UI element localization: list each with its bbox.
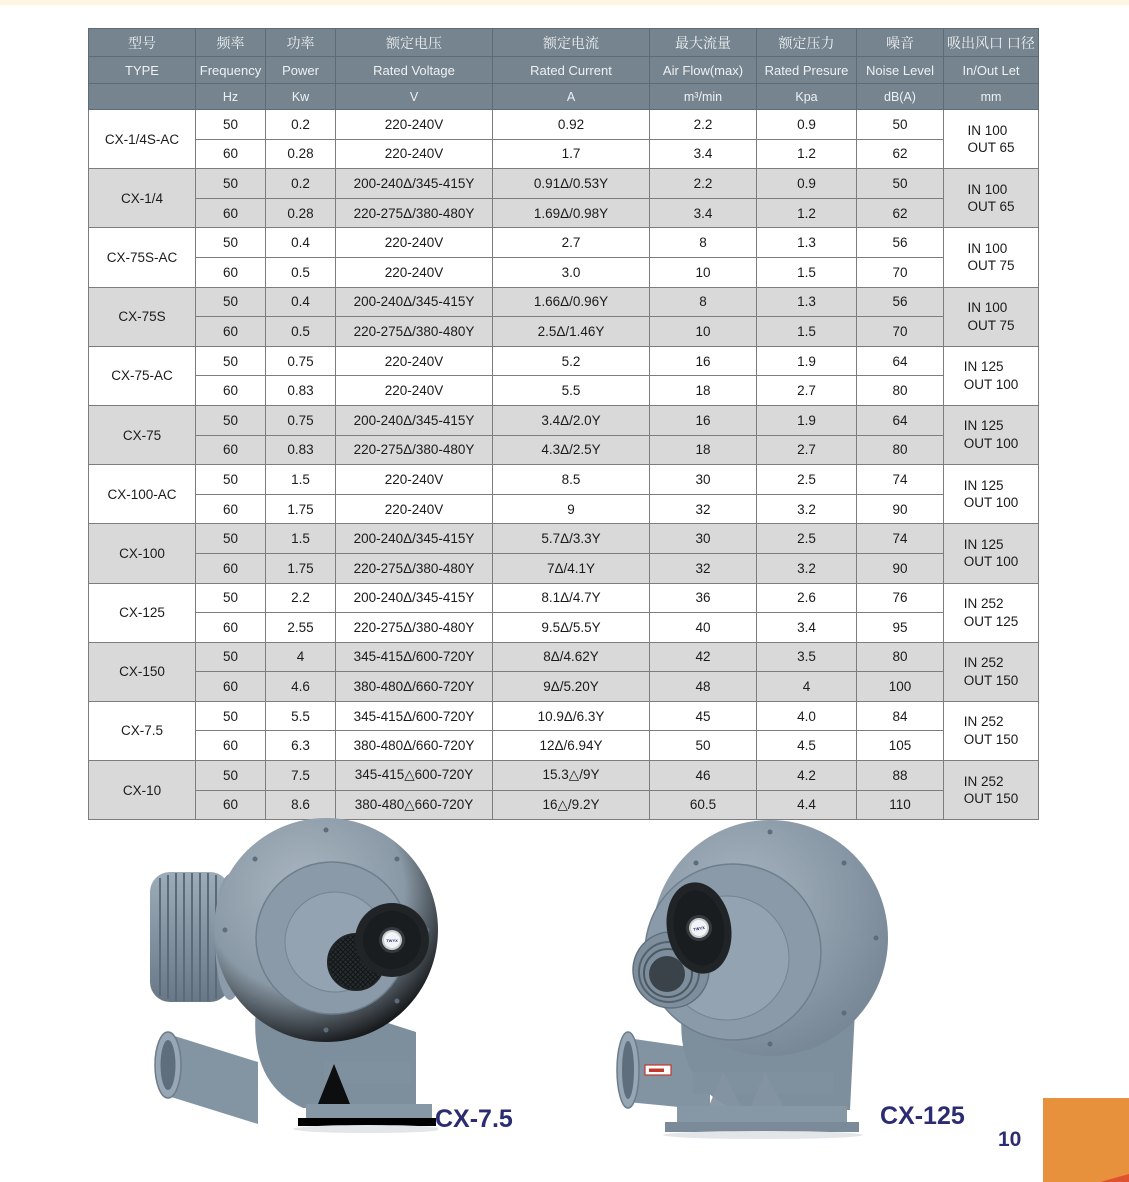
spec-cell: 10	[650, 317, 757, 347]
header-cell: Frequency	[196, 57, 266, 84]
spec-cell: 0.75	[266, 346, 336, 376]
product-label-cx-125: CX-125	[880, 1102, 965, 1130]
table-row	[89, 346, 1039, 376]
product-label-cx-7-5: CX-7.5	[435, 1105, 513, 1133]
model-cell: CX-100-AC	[89, 465, 196, 524]
spec-cell: 3.4	[757, 613, 857, 643]
spec-cell: 2.5	[757, 524, 857, 554]
spec-cell: 1.75	[266, 553, 336, 583]
spec-cell: 1.9	[757, 346, 857, 376]
spec-cell: 7.5	[266, 761, 336, 791]
spec-cell: 220-275Δ/380-480Y	[336, 317, 493, 347]
spec-cell: 4.6	[266, 672, 336, 702]
spec-cell: 380-480△660-720Y	[336, 790, 493, 820]
spec-cell: 1.7	[493, 139, 650, 169]
spec-cell: 50	[196, 346, 266, 376]
header-cell: Rated Voltage	[336, 57, 493, 84]
header-cell: Rated Presure	[757, 57, 857, 84]
spec-cell: 220-240V	[336, 139, 493, 169]
spec-cell: 380-480Δ/660-720Y	[336, 731, 493, 761]
page-curl-accent	[1100, 1174, 1129, 1182]
spec-cell: 345-415Δ/600-720Y	[336, 701, 493, 731]
inout-cell: IN 252 OUT 150	[944, 761, 1039, 820]
spec-cell: 220-275Δ/380-480Y	[336, 613, 493, 643]
model-cell: CX-125	[89, 583, 196, 642]
spec-cell: 1.2	[757, 198, 857, 228]
header-cell: 额定电压	[336, 29, 493, 57]
spec-cell: 9Δ/5.20Y	[493, 672, 650, 702]
spec-cell: 50	[196, 524, 266, 554]
spec-cell: 200-240Δ/345-415Y	[336, 583, 493, 613]
spec-cell: 5.2	[493, 346, 650, 376]
spec-cell: 200-240Δ/345-415Y	[336, 405, 493, 435]
table-row	[89, 701, 1039, 731]
header-cell: Hz	[196, 84, 266, 110]
spec-cell: 90	[857, 553, 944, 583]
spec-cell: 16△/9.2Y	[493, 790, 650, 820]
spec-cell: 0.75	[266, 405, 336, 435]
table-row	[89, 198, 1039, 228]
spec-cell: 2.7	[493, 228, 650, 258]
table-row	[89, 376, 1039, 406]
spec-cell: 8Δ/4.62Y	[493, 642, 650, 672]
header-cell: Kw	[266, 84, 336, 110]
spec-cell: 2.7	[757, 376, 857, 406]
spec-cell: 345-415△600-720Y	[336, 761, 493, 791]
spec-cell: 80	[857, 642, 944, 672]
header-cell: 频率	[196, 29, 266, 57]
spec-cell: 30	[650, 524, 757, 554]
spec-cell: 50	[196, 228, 266, 258]
spec-cell: 42	[650, 642, 757, 672]
spec-cell: 2.55	[266, 613, 336, 643]
table-row	[89, 583, 1039, 613]
spec-cell: 7Δ/4.1Y	[493, 553, 650, 583]
spec-cell: 50	[196, 110, 266, 140]
spec-cell: 60	[196, 613, 266, 643]
spec-cell: 3.0	[493, 257, 650, 287]
header-cell: In/Out Let	[944, 57, 1039, 84]
table-row	[89, 524, 1039, 554]
spec-cell: 0.9	[757, 169, 857, 199]
spec-cell: 60	[196, 790, 266, 820]
inout-cell: IN 252 OUT 150	[944, 701, 1039, 760]
spec-cell: 0.83	[266, 376, 336, 406]
table-row	[89, 139, 1039, 169]
spec-cell: 80	[857, 435, 944, 465]
spec-cell: 50	[857, 110, 944, 140]
blower-image-cx-7-5	[148, 812, 438, 1134]
spec-cell: 50	[650, 731, 757, 761]
spec-cell: 1.66Δ/0.96Y	[493, 287, 650, 317]
header-cell: Power	[266, 57, 336, 84]
spec-cell: 1.5	[266, 465, 336, 495]
spec-cell: 8	[650, 287, 757, 317]
spec-cell: 8.1Δ/4.7Y	[493, 583, 650, 613]
inout-cell: IN 125 OUT 100	[944, 524, 1039, 583]
header-cell: 吸出风口 口径	[944, 29, 1039, 57]
inout-cell: IN 100 OUT 75	[944, 228, 1039, 287]
header-cell: A	[493, 84, 650, 110]
spec-cell: 1.3	[757, 228, 857, 258]
spec-cell: 4.5	[757, 731, 857, 761]
spec-cell: 64	[857, 346, 944, 376]
inout-cell: IN 125 OUT 100	[944, 346, 1039, 405]
spec-cell: 0.28	[266, 198, 336, 228]
spec-cell: 60	[196, 376, 266, 406]
spec-cell: 0.5	[266, 317, 336, 347]
spec-cell: 95	[857, 613, 944, 643]
spec-cell: 60	[196, 198, 266, 228]
spec-cell: 50	[196, 642, 266, 672]
spec-cell: 2.2	[266, 583, 336, 613]
spec-cell: 88	[857, 761, 944, 791]
spec-cell: 200-240Δ/345-415Y	[336, 169, 493, 199]
header-cell: Air Flow(max)	[650, 57, 757, 84]
spec-cell: 9.5Δ/5.5Y	[493, 613, 650, 643]
inout-cell: IN 252 OUT 125	[944, 583, 1039, 642]
spec-cell: 64	[857, 405, 944, 435]
header-cell: 噪音	[857, 29, 944, 57]
header-cell: m³/min	[650, 84, 757, 110]
model-cell: CX-10	[89, 761, 196, 820]
spec-cell: 30	[650, 465, 757, 495]
spec-cell: 80	[857, 376, 944, 406]
spec-cell: 0.28	[266, 139, 336, 169]
spec-cell: 1.75	[266, 494, 336, 524]
spec-cell: 70	[857, 257, 944, 287]
spec-cell: 3.4Δ/2.0Y	[493, 405, 650, 435]
model-cell: CX-100	[89, 524, 196, 583]
inout-cell: IN 100 OUT 65	[944, 169, 1039, 228]
orange-corner-block	[1043, 1098, 1129, 1182]
spec-cell: 60	[196, 672, 266, 702]
spec-cell: 62	[857, 198, 944, 228]
spec-cell: 2.6	[757, 583, 857, 613]
spec-cell: 32	[650, 494, 757, 524]
spec-cell: 4.0	[757, 701, 857, 731]
table-row	[89, 435, 1039, 465]
spec-cell: 0.2	[266, 110, 336, 140]
table-row	[89, 642, 1039, 672]
spec-cell: 2.2	[650, 169, 757, 199]
spec-cell: 45	[650, 701, 757, 731]
spec-cell: 3.2	[757, 553, 857, 583]
spec-cell: 0.4	[266, 287, 336, 317]
spec-cell: 16	[650, 405, 757, 435]
spec-cell: 60	[196, 317, 266, 347]
spec-cell: 50	[196, 287, 266, 317]
spec-cell: 0.91Δ/0.53Y	[493, 169, 650, 199]
spec-cell: 345-415Δ/600-720Y	[336, 642, 493, 672]
header-cell: 额定压力	[757, 29, 857, 57]
spec-cell: 4	[266, 642, 336, 672]
spec-cell: 3.5	[757, 642, 857, 672]
model-cell: CX-150	[89, 642, 196, 701]
spec-cell: 50	[196, 465, 266, 495]
spec-cell: 105	[857, 731, 944, 761]
table-row	[89, 317, 1039, 347]
spec-cell: 6.3	[266, 731, 336, 761]
spec-cell: 76	[857, 583, 944, 613]
spec-cell: 200-240Δ/345-415Y	[336, 287, 493, 317]
spec-cell: 60	[196, 139, 266, 169]
spec-cell: 60	[196, 257, 266, 287]
model-cell: CX-75S-AC	[89, 228, 196, 287]
spec-cell: 4	[757, 672, 857, 702]
spec-cell: 3.4	[650, 139, 757, 169]
model-cell: CX-75S	[89, 287, 196, 346]
spec-cell: 1.9	[757, 405, 857, 435]
spec-cell: 50	[196, 169, 266, 199]
page-number: 10	[998, 1128, 1022, 1151]
spec-cell: 220-240V	[336, 110, 493, 140]
spec-cell: 8.5	[493, 465, 650, 495]
spec-cell: 5.5	[493, 376, 650, 406]
spec-cell: 60	[196, 553, 266, 583]
spec-cell: 50	[857, 169, 944, 199]
spec-cell: 60	[196, 731, 266, 761]
header-cell: 型号	[89, 29, 196, 57]
model-cell: CX-75-AC	[89, 346, 196, 405]
table-row	[89, 553, 1039, 583]
spec-cell: 220-275Δ/380-480Y	[336, 198, 493, 228]
spec-cell: 220-240V	[336, 257, 493, 287]
spec-cell: 110	[857, 790, 944, 820]
spec-cell: 3.4	[650, 198, 757, 228]
spec-cell: 74	[857, 524, 944, 554]
spec-cell: 56	[857, 228, 944, 258]
spec-cell: 220-240V	[336, 465, 493, 495]
outlet-pipe	[155, 1032, 258, 1124]
spec-cell: 10.9Δ/6.3Y	[493, 701, 650, 731]
spec-table-head	[89, 29, 1039, 110]
model-cell: CX-7.5	[89, 701, 196, 760]
inout-cell: IN 125 OUT 100	[944, 465, 1039, 524]
spec-cell: 18	[650, 435, 757, 465]
spec-cell: 1.69Δ/0.98Y	[493, 198, 650, 228]
spec-cell: 220-275Δ/380-480Y	[336, 553, 493, 583]
spec-cell: 12Δ/6.94Y	[493, 731, 650, 761]
model-cell: CX-1/4S-AC	[89, 110, 196, 169]
spec-cell: 50	[196, 583, 266, 613]
spec-cell: 0.4	[266, 228, 336, 258]
spec-cell: 3.2	[757, 494, 857, 524]
spec-table-body	[89, 110, 1039, 820]
spec-cell: 16	[650, 346, 757, 376]
blower-image-cx-125	[615, 810, 890, 1140]
spec-cell: 4.2	[757, 761, 857, 791]
inout-cell: IN 252 OUT 150	[944, 642, 1039, 701]
spec-cell: 380-480Δ/660-720Y	[336, 672, 493, 702]
spec-cell: 200-240Δ/345-415Y	[336, 524, 493, 554]
table-row	[89, 465, 1039, 495]
header-row-cn	[89, 29, 1039, 57]
spec-cell: 74	[857, 465, 944, 495]
spec-cell: 0.92	[493, 110, 650, 140]
spec-cell: 50	[196, 701, 266, 731]
spec-cell: 90	[857, 494, 944, 524]
table-row	[89, 731, 1039, 761]
table-row	[89, 287, 1039, 317]
table-row	[89, 613, 1039, 643]
header-cell: 最大流量	[650, 29, 757, 57]
spec-cell: 220-240V	[336, 494, 493, 524]
header-cell: 额定电流	[493, 29, 650, 57]
spec-cell: 50	[196, 761, 266, 791]
spec-cell: 9	[493, 494, 650, 524]
spec-cell: 10	[650, 257, 757, 287]
header-cell	[89, 84, 196, 110]
spec-cell: 2.2	[650, 110, 757, 140]
table-row	[89, 672, 1039, 702]
spec-table-wrap	[88, 28, 1038, 820]
table-row	[89, 405, 1039, 435]
spec-cell: 220-240V	[336, 346, 493, 376]
hub	[355, 903, 429, 977]
spec-cell: 0.9	[757, 110, 857, 140]
spec-cell: 60	[196, 435, 266, 465]
brand-badge: TWYX	[386, 938, 398, 943]
spec-cell: 1.5	[757, 257, 857, 287]
spec-cell: 2.5Δ/1.46Y	[493, 317, 650, 347]
table-row	[89, 110, 1039, 140]
spec-cell: 36	[650, 583, 757, 613]
spec-cell: 1.5	[757, 317, 857, 347]
model-cell: CX-1/4	[89, 169, 196, 228]
spec-cell: 40	[650, 613, 757, 643]
spec-cell: 0.2	[266, 169, 336, 199]
spec-cell: 50	[196, 405, 266, 435]
spec-cell: 56	[857, 287, 944, 317]
spec-cell: 32	[650, 553, 757, 583]
top-accent-strip	[0, 0, 1129, 5]
header-cell: mm	[944, 84, 1039, 110]
spec-cell: 15.3△/9Y	[493, 761, 650, 791]
header-row-en	[89, 57, 1039, 84]
spec-cell: 0.5	[266, 257, 336, 287]
spec-cell: 220-240V	[336, 376, 493, 406]
spec-cell: 4.3Δ/2.5Y	[493, 435, 650, 465]
header-cell: dB(A)	[857, 84, 944, 110]
brand-badge: TWYX	[692, 925, 706, 932]
table-row	[89, 169, 1039, 199]
table-row	[89, 761, 1039, 791]
header-cell: TYPE	[89, 57, 196, 84]
spec-cell: 62	[857, 139, 944, 169]
spec-cell: 8.6	[266, 790, 336, 820]
spec-cell: 60.5	[650, 790, 757, 820]
spec-cell: 2.7	[757, 435, 857, 465]
spec-cell: 8	[650, 228, 757, 258]
inout-cell: IN 100 OUT 65	[944, 110, 1039, 169]
spec-cell: 84	[857, 701, 944, 731]
spec-cell: 220-275Δ/380-480Y	[336, 435, 493, 465]
inout-cell: IN 100 OUT 75	[944, 287, 1039, 346]
model-cell: CX-75	[89, 405, 196, 464]
header-row-units	[89, 84, 1039, 110]
inout-cell: IN 125 OUT 100	[944, 405, 1039, 464]
spec-cell: 1.2	[757, 139, 857, 169]
spec-cell: 1.3	[757, 287, 857, 317]
spec-cell: 5.7Δ/3.3Y	[493, 524, 650, 554]
spec-cell: 70	[857, 317, 944, 347]
spec-cell: 2.5	[757, 465, 857, 495]
spec-cell: 100	[857, 672, 944, 702]
spec-cell: 48	[650, 672, 757, 702]
header-cell: Kpa	[757, 84, 857, 110]
table-row	[89, 257, 1039, 287]
spec-cell: 0.83	[266, 435, 336, 465]
spec-cell: 1.5	[266, 524, 336, 554]
spec-cell: 5.5	[266, 701, 336, 731]
spec-cell: 18	[650, 376, 757, 406]
spec-cell: 60	[196, 494, 266, 524]
spec-cell: 4.4	[757, 790, 857, 820]
table-row	[89, 228, 1039, 258]
header-cell: V	[336, 84, 493, 110]
spec-cell: 220-240V	[336, 228, 493, 258]
spec-table	[88, 28, 1039, 820]
table-row	[89, 494, 1039, 524]
header-cell: Rated Current	[493, 57, 650, 84]
header-cell: 功率	[266, 29, 336, 57]
spec-cell: 46	[650, 761, 757, 791]
header-cell: Noise Level	[857, 57, 944, 84]
